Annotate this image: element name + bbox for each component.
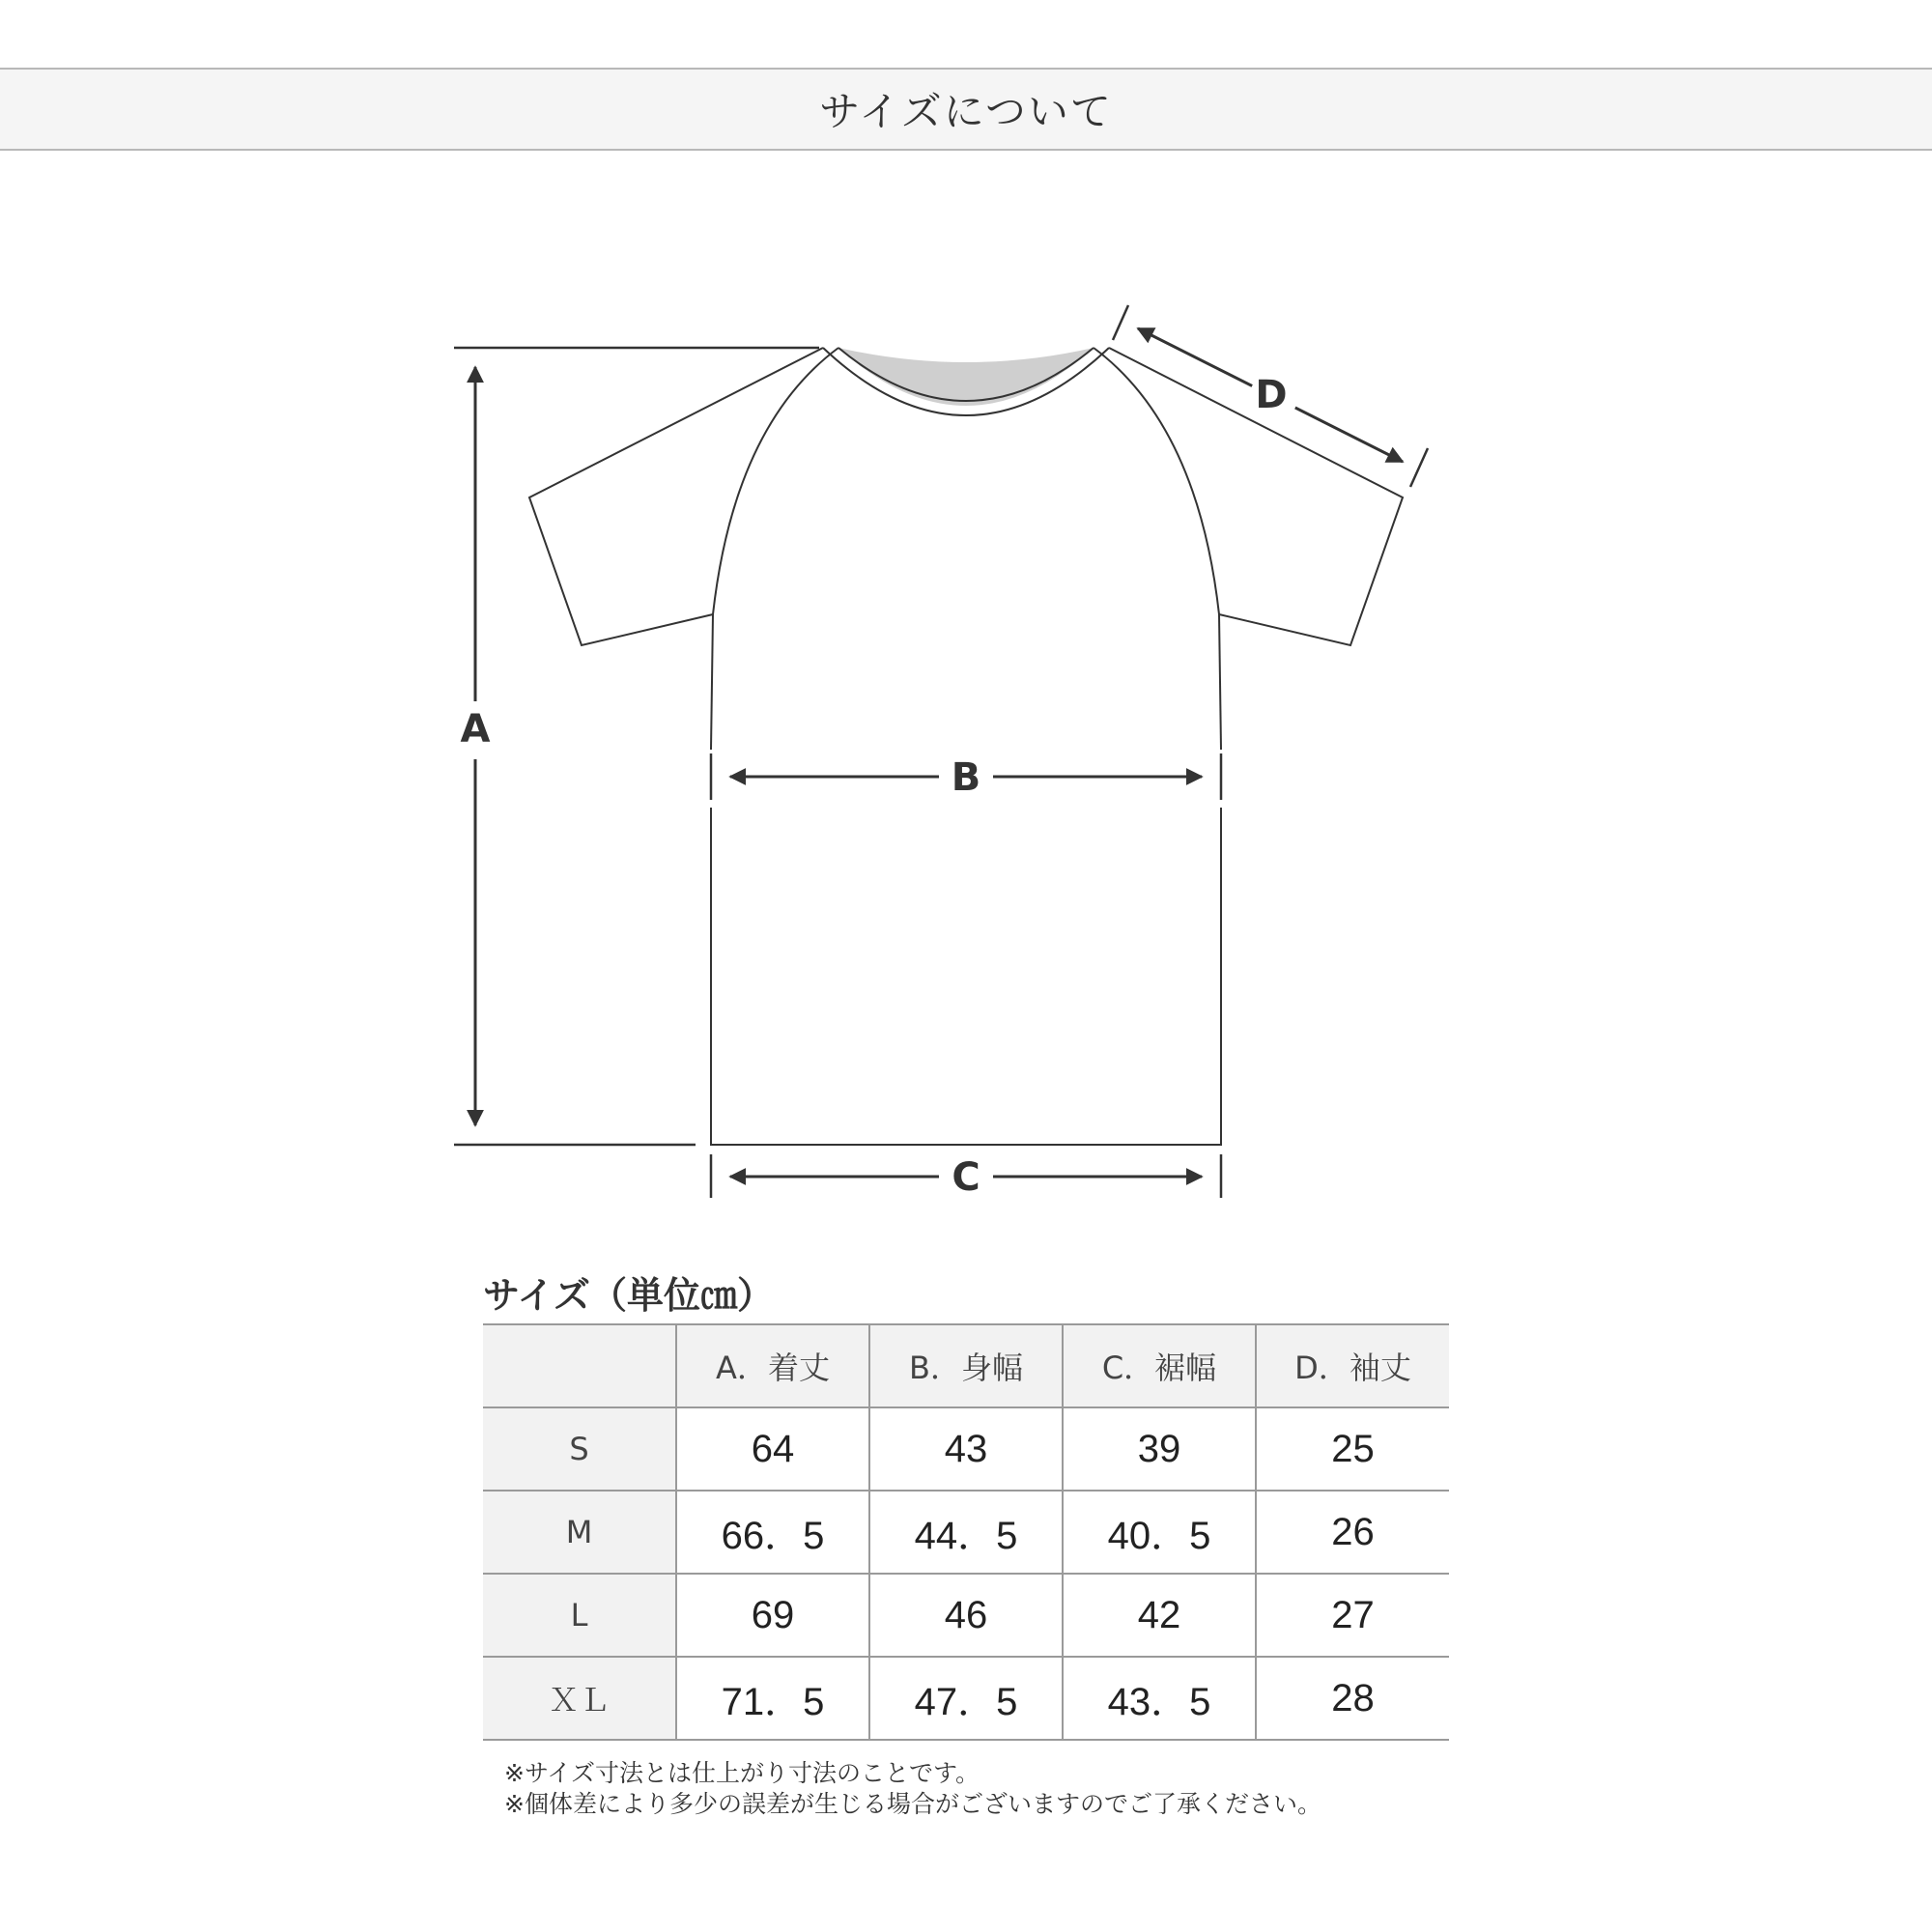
- size-label: L: [483, 1574, 676, 1657]
- header-cell-b: B．身幅: [869, 1324, 1063, 1407]
- label-c: C: [952, 1155, 980, 1200]
- table-cell: 27: [1256, 1574, 1449, 1657]
- label-b: B: [951, 755, 981, 800]
- notes: [504, 1758, 1321, 1820]
- table-cell: 46: [869, 1574, 1063, 1657]
- size-table: [483, 1323, 1449, 1741]
- header-cell-d: D．袖丈: [1256, 1324, 1449, 1407]
- table-row: [483, 1407, 1449, 1491]
- dimension-a: [454, 348, 819, 1145]
- table-row: [483, 1491, 1449, 1574]
- tshirt-outline: [529, 348, 1403, 1145]
- table-cell: 25: [1256, 1407, 1449, 1491]
- table-cell: 66．5: [676, 1491, 869, 1574]
- table-cell: 69: [676, 1574, 869, 1657]
- header-cell-empty: [483, 1324, 676, 1407]
- table-cell: 44．5: [869, 1491, 1063, 1574]
- header-cell-c: C．裾幅: [1063, 1324, 1256, 1407]
- table-cell: 39: [1063, 1407, 1256, 1491]
- label-a: A: [460, 707, 491, 752]
- table-cell: 64: [676, 1407, 869, 1491]
- header-cell-a: A．着丈: [676, 1324, 869, 1407]
- table-cell: 47．5: [869, 1657, 1063, 1740]
- table-cell: 43: [869, 1407, 1063, 1491]
- page-title: サイズについて: [819, 88, 1113, 135]
- size-label: ＸＬ: [483, 1657, 676, 1740]
- table-cell: 40．5: [1063, 1491, 1256, 1574]
- size-label: M: [483, 1491, 676, 1574]
- table-header-row: [483, 1324, 1449, 1407]
- note-line: ※サイズ寸法とは仕上がり寸法のことです。: [504, 1759, 980, 1787]
- table-cell: 43．5: [1063, 1657, 1256, 1740]
- table-cell: 71．5: [676, 1657, 869, 1740]
- table-cell: 26: [1256, 1491, 1449, 1574]
- table-caption: サイズ（単位㎝）: [483, 1274, 774, 1317]
- label-d: D: [1255, 373, 1288, 417]
- note-line: ※個体差により多少の誤差が生じる場合がございますのでご了承ください。: [504, 1790, 1321, 1818]
- table-cell: 42: [1063, 1574, 1256, 1657]
- table-row: [483, 1657, 1449, 1740]
- table-row: [483, 1574, 1449, 1657]
- size-label: S: [483, 1407, 676, 1491]
- table-cell: 28: [1256, 1657, 1449, 1740]
